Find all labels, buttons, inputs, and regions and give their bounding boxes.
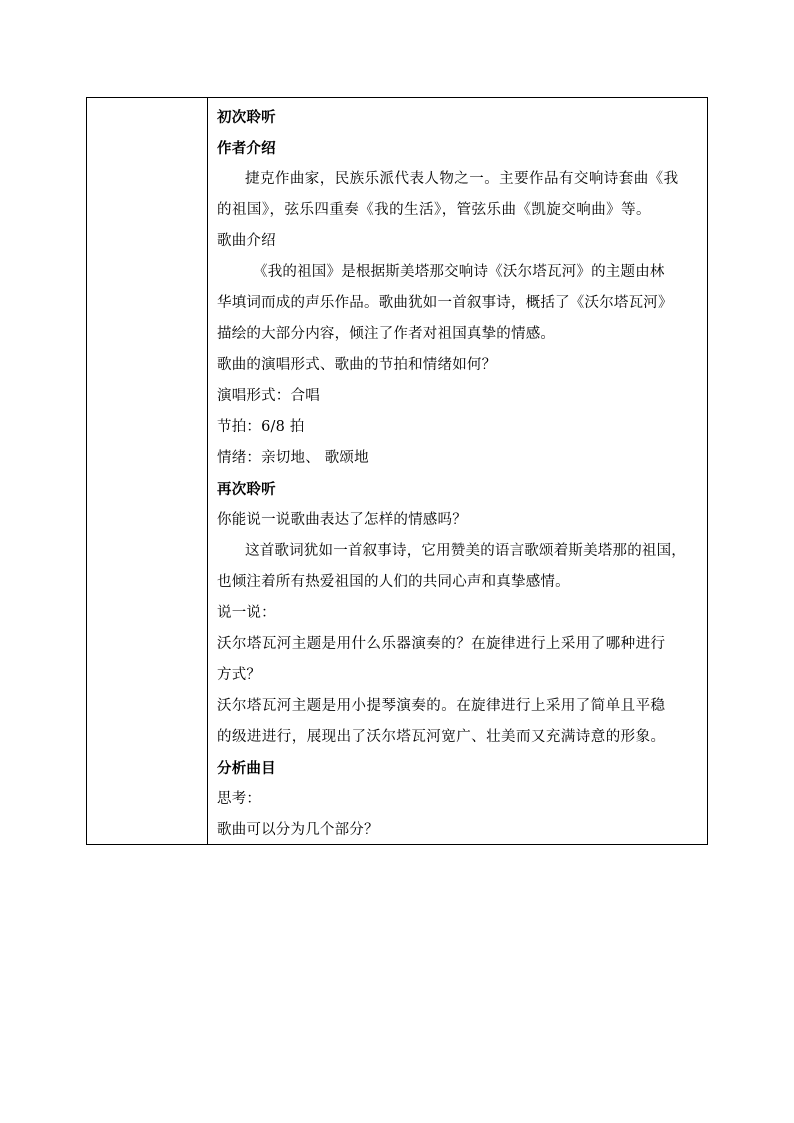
text-line: 也倾注着所有热爱祖国的人们的共同心声和真挚感情。 [217,574,570,590]
prompt-line: 思考： [217,791,262,807]
answer-line: 情绪：亲切地、 歌颂地 [217,450,369,466]
answer-line: 演唱形式：合唱 [217,388,320,404]
question-line: 沃尔塔瓦河主题是用什么乐器演奏的？在旋律进行上采用了哪种进行 [217,636,666,652]
table-content-column [208,98,707,844]
answer-line: 沃尔塔瓦河主题是用小提琴演奏的。在旋律进行上采用了简单且平稳 [217,698,666,714]
answer-line: 的级进进行，展现出了沃尔塔瓦河宽广、壮美而又充满诗意的形象。 [217,729,666,745]
text-line: 这首歌词犹如一首叙事诗，它用赞美的语言歌颂着斯美塔那的祖国， [245,543,686,559]
question-line: 歌曲的演唱形式、歌曲的节拍和情绪如何？ [217,357,497,373]
answer-line: 节拍：6/8 拍 [217,419,305,435]
lesson-table [86,97,708,845]
section-heading-analysis: 分析曲目 [217,760,276,777]
subheading-song-intro: 歌曲介绍 [217,233,276,249]
section-heading-second-listen: 再次聆听 [217,481,276,498]
section-heading-first-listen: 初次聆听 [217,109,276,126]
text-line: 的祖国》，弦乐四重奏《我的生活》，管弦乐曲《凯旋交响曲》等。 [217,202,651,218]
text-line: 捷克作曲家，民族乐派代表人物之一。主要作品有交响诗套曲《我 [245,171,679,187]
question-line: 你能说一说歌曲表达了怎样的情感吗？ [217,512,467,528]
text-line: 华填词而成的声乐作品。歌曲犹如一首叙事诗，概括了《沃尔塔瓦河》 [217,295,673,311]
text-line: 《我的祖国》是根据斯美塔那交响诗《沃尔塔瓦河》的主题由林 [253,264,665,280]
text-line: 描绘的大部分内容，倾注了作者对祖国真挚的情感。 [217,326,556,342]
prompt-line: 说一说： [217,605,276,621]
section-heading-author: 作者介绍 [217,140,276,157]
question-line: 歌曲可以分为几个部分？ [217,822,379,838]
table-left-column [87,98,208,844]
question-line: 方式？ [217,667,262,683]
